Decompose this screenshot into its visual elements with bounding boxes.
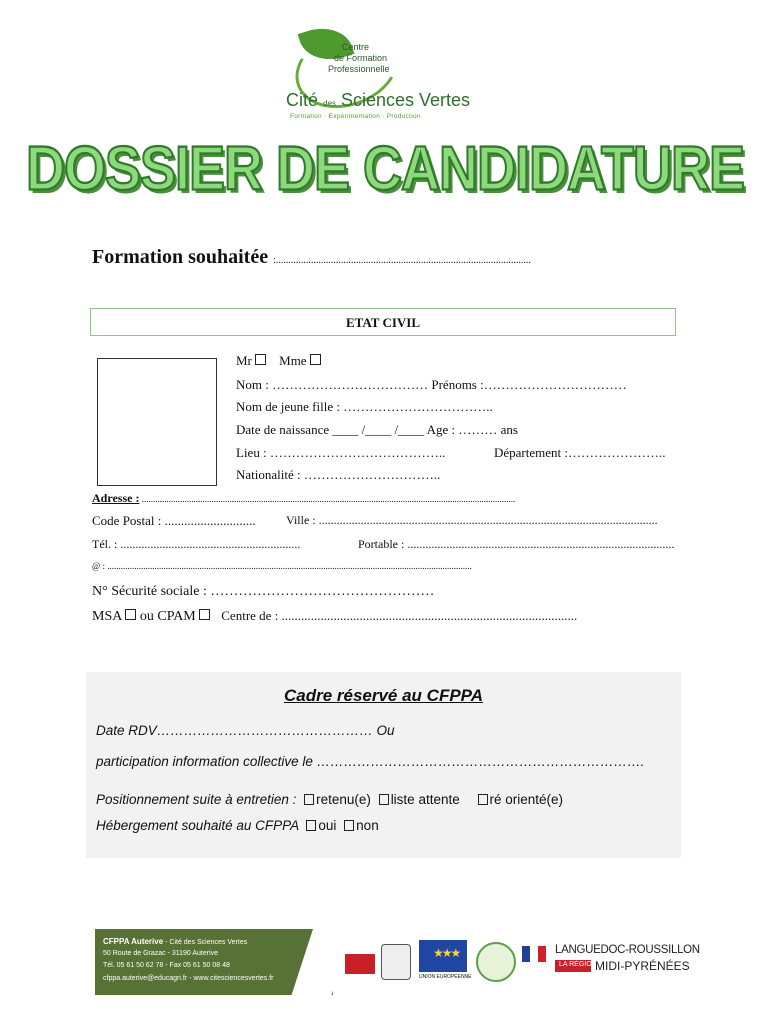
logo-line3: Professionnelle (328, 64, 390, 74)
non-checkbox[interactable] (344, 820, 354, 831)
reoriente-checkbox[interactable] (478, 794, 488, 805)
date-rdv-field[interactable]: Date RDV………………………………………… Ou (96, 723, 395, 738)
france-logo-icon (520, 940, 548, 982)
logo-line1: Centre (342, 42, 370, 52)
logo-brand (286, 90, 470, 111)
nationalite-field[interactable]: Nationalité : ………………………….. (236, 467, 441, 482)
non-label: non (356, 818, 379, 833)
formation-field[interactable]: :...................................................................................................... (273, 255, 531, 266)
logo-brand-des: des (323, 99, 336, 108)
msa-label: MSA (92, 609, 123, 624)
hebergement-row (96, 818, 379, 833)
oui-checkbox[interactable] (306, 820, 316, 831)
region-line2: MIDI-PYRÉNÉES (595, 959, 690, 973)
cadre-title: Cadre réservé au CFPPA (283, 686, 484, 705)
formation-label: Formation souhaitée (92, 246, 269, 268)
footer-slant-shape (292, 929, 353, 995)
code-postal-field[interactable]: Code Postal : ............................ (92, 513, 256, 528)
mme-checkbox[interactable] (310, 354, 321, 365)
retenu-checkbox[interactable] (304, 794, 314, 805)
cite-sciences-vertes-logo (280, 22, 471, 126)
footer-address: 50 Route de Grazac - 31190 Auterive (103, 950, 219, 957)
adresse-label: Adresse : (92, 491, 140, 505)
retenu-label: retenu(e) (316, 792, 371, 807)
eu-flag-icon (419, 940, 472, 982)
footer-name-bold: CFPPA Auterive (103, 937, 164, 946)
portable-field[interactable]: Portable : ......................................................................................... (358, 537, 675, 551)
ministere-red-block (345, 954, 375, 974)
positionnement-label: Positionnement suite à entretien : (96, 792, 297, 807)
logo-line2: de Formation (334, 53, 388, 63)
region-tag: LA RÉGION (559, 961, 597, 968)
footer-contact-block (95, 929, 333, 995)
participation-field[interactable]: participation information collective le ………………………………………………………………. (96, 754, 645, 769)
cpam-checkbox[interactable] (199, 609, 210, 620)
quality-badge-circle (476, 942, 516, 982)
region-line1: LANGUEDOC-ROUSSILLON (555, 944, 700, 956)
ministere-seal-icon (381, 944, 411, 980)
centre-field[interactable]: Centre de : ........................................................................................... (221, 608, 578, 623)
liste-attente-label: liste attente (390, 792, 460, 807)
oui-label: oui (318, 818, 337, 833)
hebergement-label: Hébergement souhaité au CFPPA (96, 818, 299, 833)
tel-field[interactable]: Tél. : ............................................................ (92, 537, 301, 551)
msa-checkbox[interactable] (125, 609, 136, 620)
nom-prenoms-field[interactable]: Nom : ……………………………… Prénoms :…………………………… (236, 377, 627, 392)
mr-label: Mr (236, 353, 252, 368)
adresse-dots: ...................................................................................................................................................................... (139, 494, 516, 504)
civility-row (236, 353, 321, 369)
france-flag-icon (522, 946, 546, 962)
page-title: DOSSIER DE CANDIDATURE (25, 134, 745, 204)
logo-brand-b: Sciences Vertes (340, 90, 471, 110)
date-naissance-field[interactable]: Date de naissance ____ /____ /____ Age : ……… ans (236, 422, 518, 437)
footer-phone: Tél. 05 61 50 62 78 - Fax 05 61 50 08 48 (103, 962, 230, 969)
formation-souhaitee (92, 246, 531, 269)
adresse-row[interactable] (92, 491, 515, 506)
eu-stars-icon: ★★★ (433, 946, 460, 960)
departement-field[interactable]: Département :………………….. (494, 445, 666, 460)
quality-badge-icon (474, 940, 514, 982)
secu-field[interactable]: N° Sécurité sociale : ………………………………………… (92, 584, 435, 599)
eu-caption: UNION EUROPÉENNE (419, 974, 472, 980)
footer-name-suffix: - Cité des Sciences Vertes (163, 939, 248, 946)
msa-cpam-row (92, 608, 577, 625)
mr-checkbox[interactable] (255, 354, 266, 365)
region-logo (555, 940, 700, 982)
footer-web[interactable]: cfppa.auterive@educagri.fr - www.citesciencesvertes.fr (103, 975, 274, 982)
logo-brand-a: Cité (286, 90, 319, 110)
positionnement-row (96, 792, 563, 807)
cadre-reserve (86, 672, 681, 858)
etat-civil-heading: ETAT CIVIL (90, 308, 676, 336)
reoriente-label: ré orienté(e) (489, 792, 564, 807)
cpam-label: ou CPAM (139, 609, 196, 624)
liste-attente-checkbox[interactable] (379, 794, 389, 805)
lieu-field[interactable]: Lieu : ………………………………….. (236, 445, 446, 460)
nom-jeune-fille-field[interactable]: Nom de jeune fille : …………………………….. (236, 399, 493, 414)
ville-field[interactable]: Ville : ................................................................................................................. (286, 513, 658, 527)
ministere-logo-icon (345, 940, 411, 982)
email-field[interactable]: @ : .................................................................................................................................................................. (92, 561, 472, 571)
footer-name (103, 937, 247, 946)
mme-label: Mme (279, 353, 307, 368)
photo-box[interactable] (97, 358, 217, 486)
logo-tagline: Formation · Expérimentation · Production (290, 113, 421, 120)
